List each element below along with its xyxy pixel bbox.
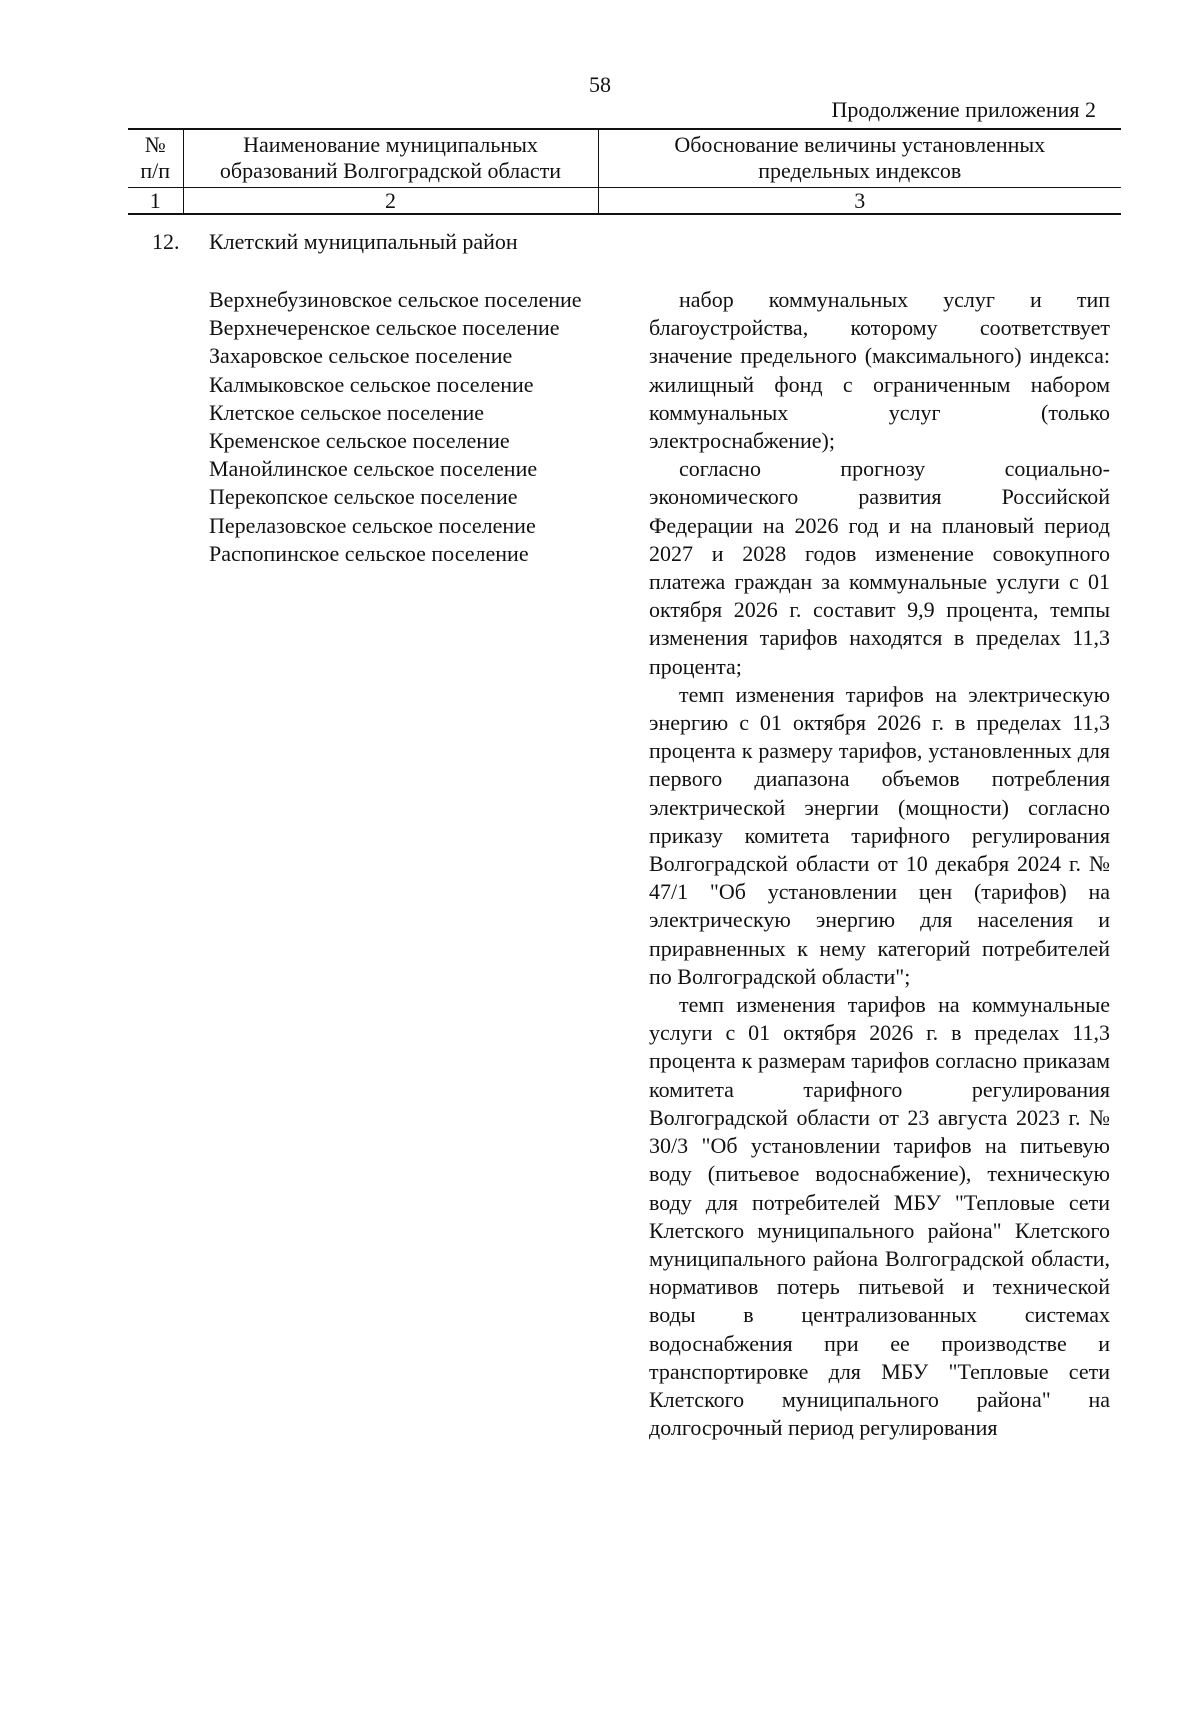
settlement-item: Кременское сельское поселение [209, 428, 510, 454]
justification-paragraph: согласно прогнозу социально-экономического развития Российской Федерации на 2026 год и на плановый период 2027 и 2028 годов изменение совокупного платежа граждан за коммунальные услуги с 01 октября 2026 г. составит 9,9 процента, темпы изменения тарифов находятся в пределах 11,3 процента; [649, 456, 1110, 679]
settlement-item: Манойлинское сельское поселение [209, 456, 538, 482]
settlement-item: Перелазовское сельское поселение [209, 512, 536, 538]
justification-paragraph: темп изменения тарифов на коммунальные услуги с 01 октября 2026 г. в пределах 11,3 процента к размерам тарифов согласно приказам комитета тарифного регулирования Волгоградской области от 23 августа 2023 г. № 30/3 "Об установлении тарифов на питьевую воду (питьевое водоснабжение), техническую воду для потребителей МБУ "Тепловые сети Клетского муниципального района" Клетского муниципального района Волгоградской области, нормативов потерь питьевой и технической воды в централизованных системах водоснабжения при ее производстве и транспортировке для МБУ "Тепловые сети Клетского муниципального района" на долгосрочный период регулирования [649, 992, 1110, 1441]
header-row [128, 129, 1121, 188]
header-col-name-text: Наименование муниципальных образований Волгоградской области [219, 132, 562, 183]
column-number-3: 3 [598, 188, 1121, 215]
continuation-label: Продолжение приложения 2 [831, 97, 1096, 122]
justification-text [649, 286, 1110, 1442]
settlement-item: Верхнечеренское сельское поселение [209, 315, 560, 341]
header-col-number [128, 129, 183, 188]
settlement-item: Верхнебузиновское сельское поселение [209, 287, 582, 312]
column-number-2: 2 [183, 188, 598, 215]
justification-paragraph: темп изменения тарифов на электрическую энергию с 01 октября 2026 г. в пределах 11,3 процента к размеру тарифов, установленных для первого диапазона объемов потребления электрической энергии (мощности) согласно приказу комитета тарифного регулирования Волгоградской области от 10 декабря 2024 г. № 47/1 "Об установлении цен (тарифов) на электрическую энергию для населения и приравненных к нему категорий потребителей по Волгоградской области"; [649, 681, 1110, 989]
column-number-row [128, 188, 1121, 215]
header-col-number-text: № п/п [140, 132, 171, 183]
header-table [128, 128, 1121, 215]
district-name: Клетский муниципальный район [209, 229, 518, 254]
justification-paragraph: набор коммунальных услуг и тип благоустройства, которому соответствует значение предельного (максимального) индекса: жилищный фонд с ограниченным набором коммунальных услуг (только электроснабжение); [649, 287, 1110, 454]
settlement-item: Клетское сельское поселение [209, 399, 485, 425]
settlement-item: Захаровское сельское поселение [209, 343, 513, 369]
header-col-name [183, 129, 598, 188]
header-col-justification-text: Обоснование величины установленных предельных индексов [674, 132, 1046, 183]
settlement-item: Распопинское сельское поселение [209, 540, 529, 566]
settlement-list [209, 286, 582, 568]
page-number: 58 [589, 72, 611, 97]
header-col-justification [598, 129, 1121, 188]
settlement-item: Перекопское сельское поселение [209, 484, 518, 510]
settlement-item: Калмыковское сельское поселение [209, 371, 534, 397]
column-number-1: 1 [128, 188, 183, 215]
row-number: 12. [152, 229, 180, 254]
